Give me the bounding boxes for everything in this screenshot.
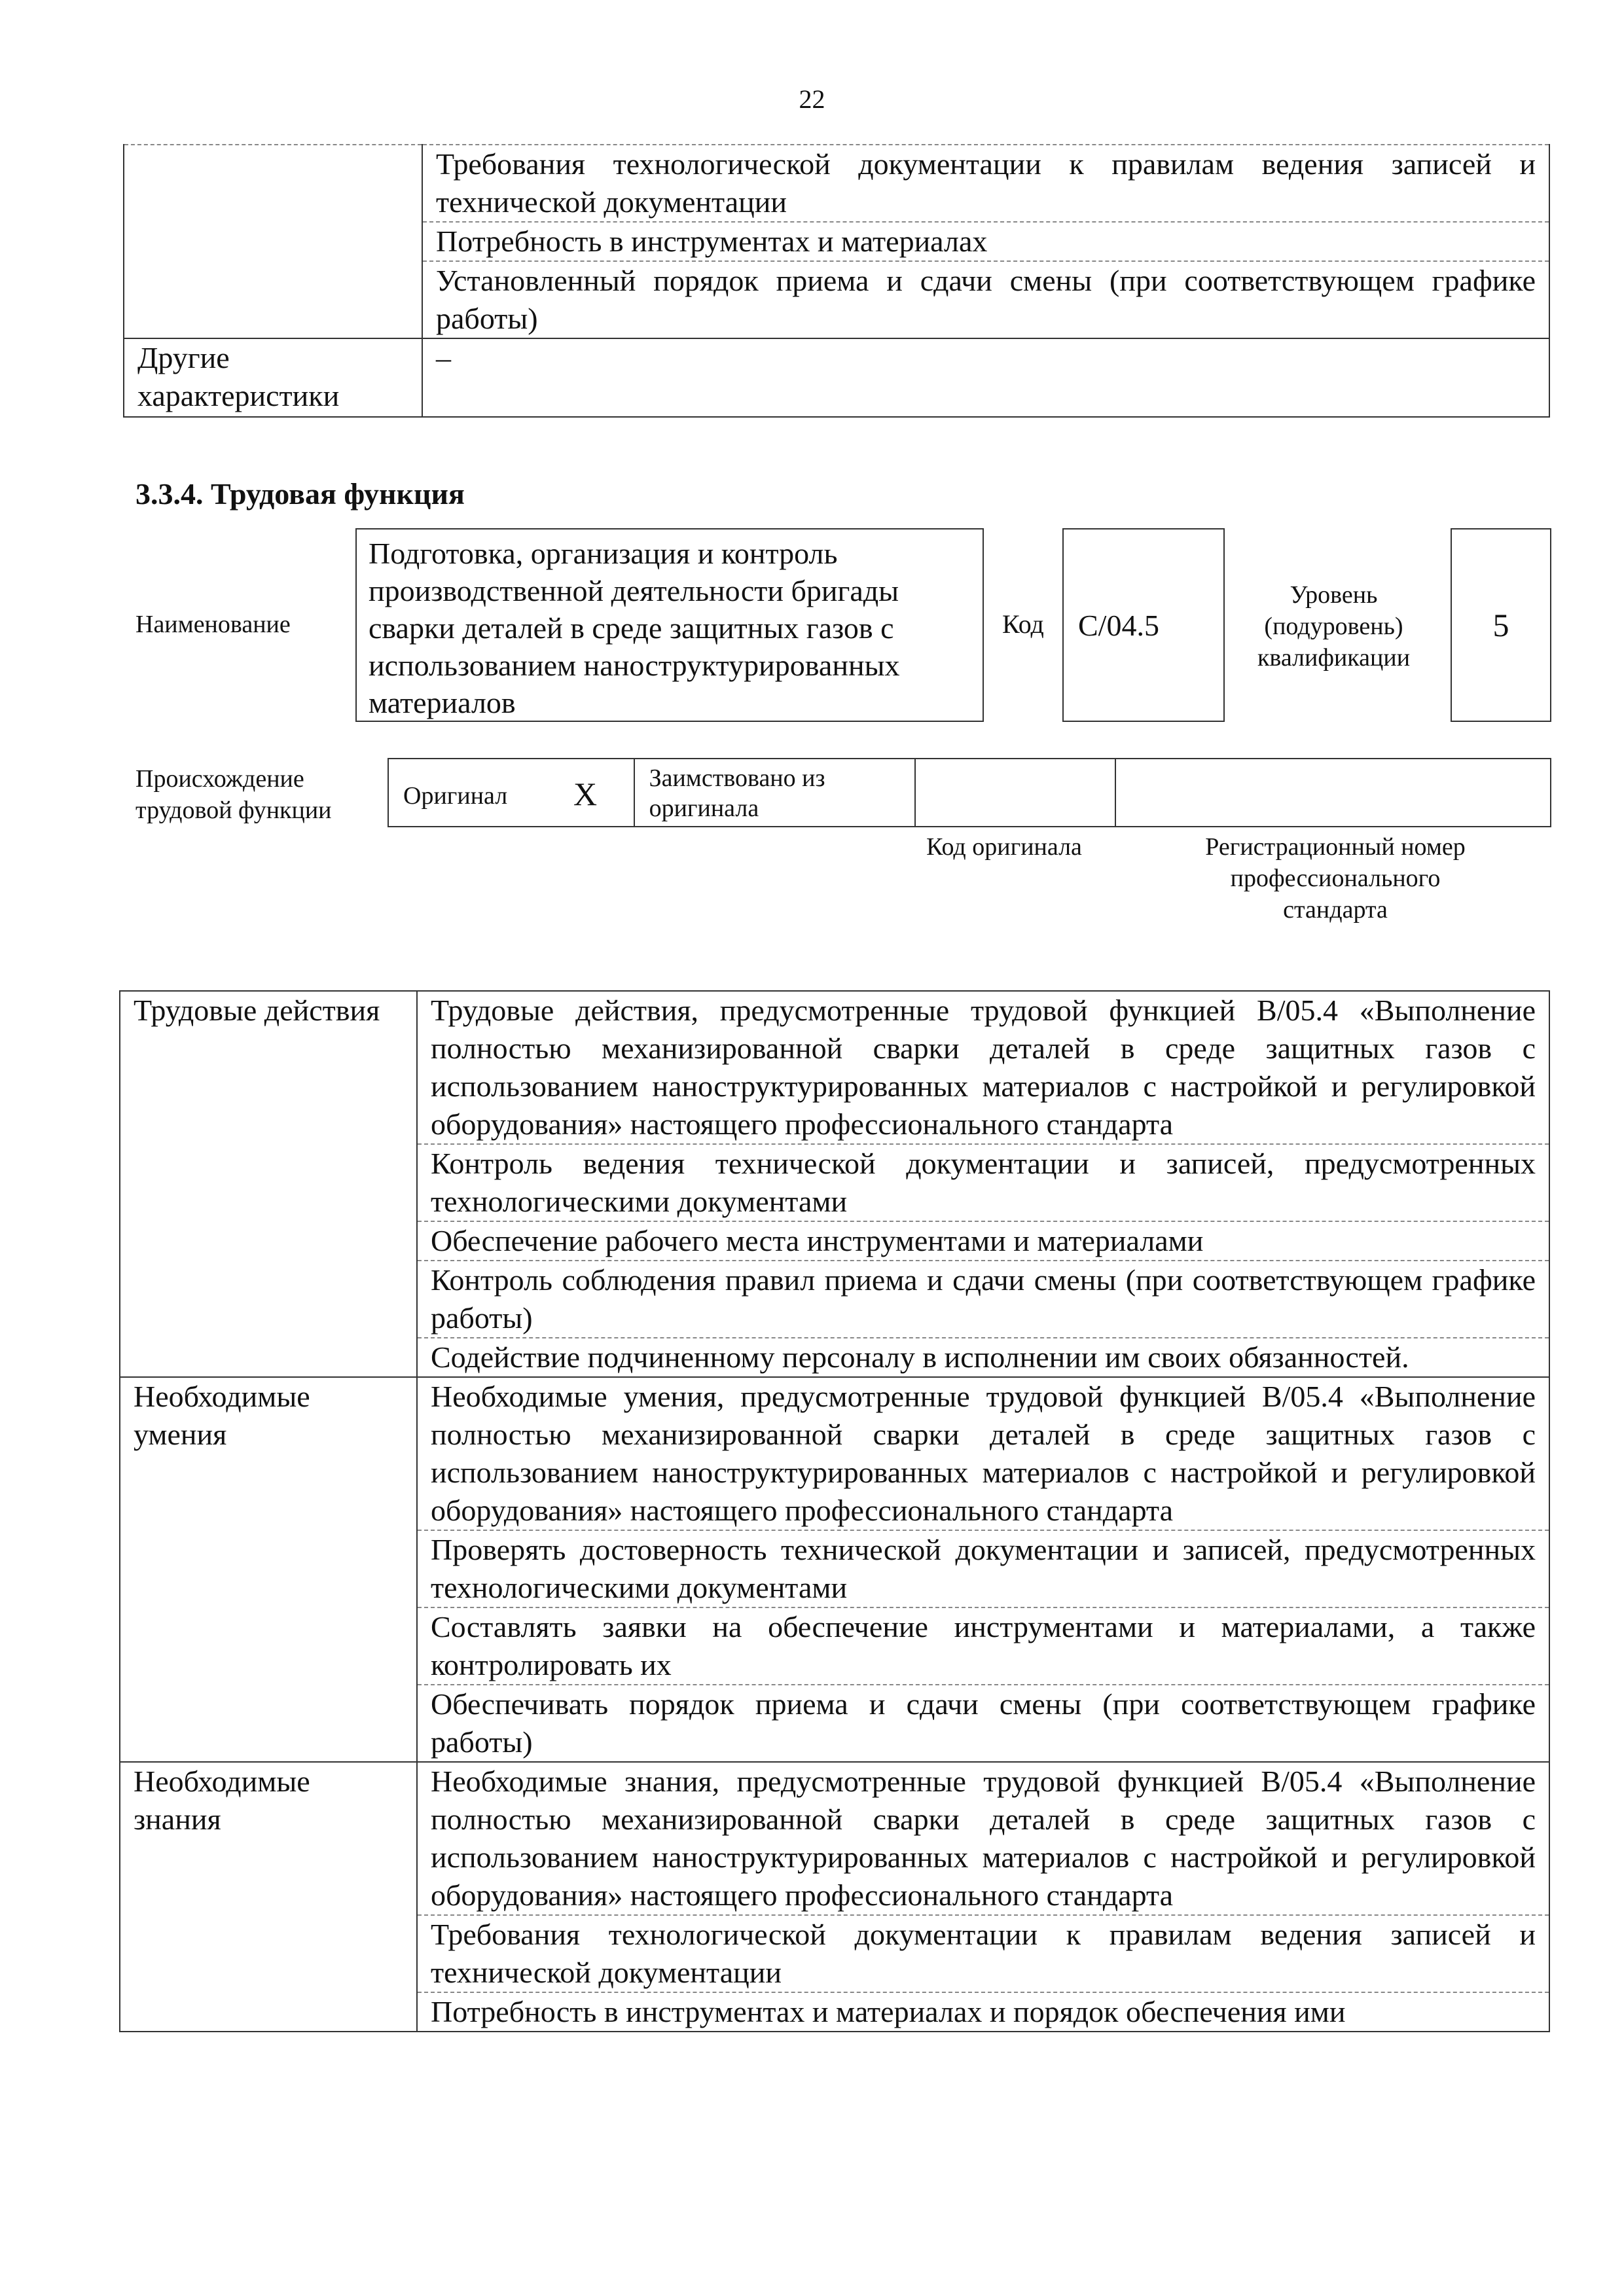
table-row [120,1762,1549,1915]
original-mark: X [573,776,598,812]
table-cell: Содействие подчиненному персоналу в исполнении им своих обязанностей. [417,1338,1549,1377]
table-cell: Составлять заявки на обеспечение инструментами и материалами, а также контролировать их [417,1607,1549,1685]
table-row [124,145,1549,222]
table-row [124,338,1549,417]
origin-label: Происхождение трудовой функции [135,765,332,824]
table-cell: Трудовые действия, предусмотренные трудовой функцией B/05.4 «Выполнение полностью механизированной сварки деталей в среде защитных газов с использованием наноструктурированных материалов с настройкой и регулировкой оборудования» настоящего профессионального стандарта [417,991,1549,1144]
table-cell: Обеспечение рабочего места инструментами и материалами [417,1221,1549,1261]
row-label [124,145,422,338]
borrowed-cell: Заимствовано из оригинала [634,758,916,827]
original-code-cell [914,758,1116,827]
original-code-caption: Код оригинала [926,833,1082,861]
table-cell: Контроль соблюдения правил приема и сдачи смены (при соответствующем графике работы) [417,1261,1549,1338]
page-number: 22 [799,84,825,114]
code-box: C/04.5 [1062,528,1225,722]
table-cell: Потребность в инструментах и материалах и порядок обеспечения ими [417,1992,1549,2032]
table-cell: Проверять достоверность технической документации и записей, предусмотренных технологическими документами [417,1530,1549,1607]
registration-number-caption: Регистрационный номер профессионального стандарта [1205,833,1466,924]
origin-row [388,758,1551,827]
top-characteristics-table [123,144,1550,418]
qualification-level-label: Уровень (подуровень) квалификации [1257,581,1411,672]
qualification-level-box: 5 [1451,528,1551,722]
table-cell: Контроль ведения технической документации и записей, предусмотренных технологическими документами [417,1144,1549,1221]
section-heading: 3.3.4. Трудовая функция [135,477,465,511]
table-cell: Потребность в инструментах и материалах [422,222,1549,261]
original-cell [388,758,635,827]
code-label: Код [1002,609,1044,639]
table-row [120,991,1549,1144]
table-cell: Необходимые знания, предусмотренные трудовой функцией B/05.4 «Выполнение полностью механизированной сварки деталей в среде защитных газов с использованием наноструктурированных материалов с настройкой и регулировкой оборудования» настоящего профессионального стандарта [417,1762,1549,1915]
table-cell: – [422,338,1549,417]
function-name-box: Подготовка, организация и контроль производственной деятельности бригады сварки деталей в среде защитных газов с использованием наноструктурированных материалов [355,528,984,722]
row-label: Необходимые умения [120,1377,417,1762]
registration-number-cell [1115,758,1551,827]
table-cell: Необходимые умения, предусмотренные трудовой функцией B/05.4 «Выполнение полностью механизированной сварки деталей в среде защитных газов с использованием наноструктурированных материалов с настройкой и регулировкой оборудования» настоящего профессионального стандарта [417,1377,1549,1530]
table-row [120,1377,1549,1530]
row-label: Трудовые действия [120,991,417,1377]
labor-function-table [119,990,1550,2032]
row-label: Необходимые знания [120,1762,417,2032]
row-label: Другие характеристики [124,338,422,417]
table-cell: Требования технологической документации к правилам ведения записей и технической документации [422,145,1549,222]
original-label: Оригинал [403,782,508,810]
table-cell: Обеспечивать порядок приема и сдачи смены (при соответствующем графике работы) [417,1685,1549,1762]
table-cell: Требования технологической документации к правилам ведения записей и технической документации [417,1915,1549,1992]
table-cell: Установленный порядок приема и сдачи смены (при соответствующем графике работы) [422,261,1549,338]
name-label: Наименование [135,611,291,638]
